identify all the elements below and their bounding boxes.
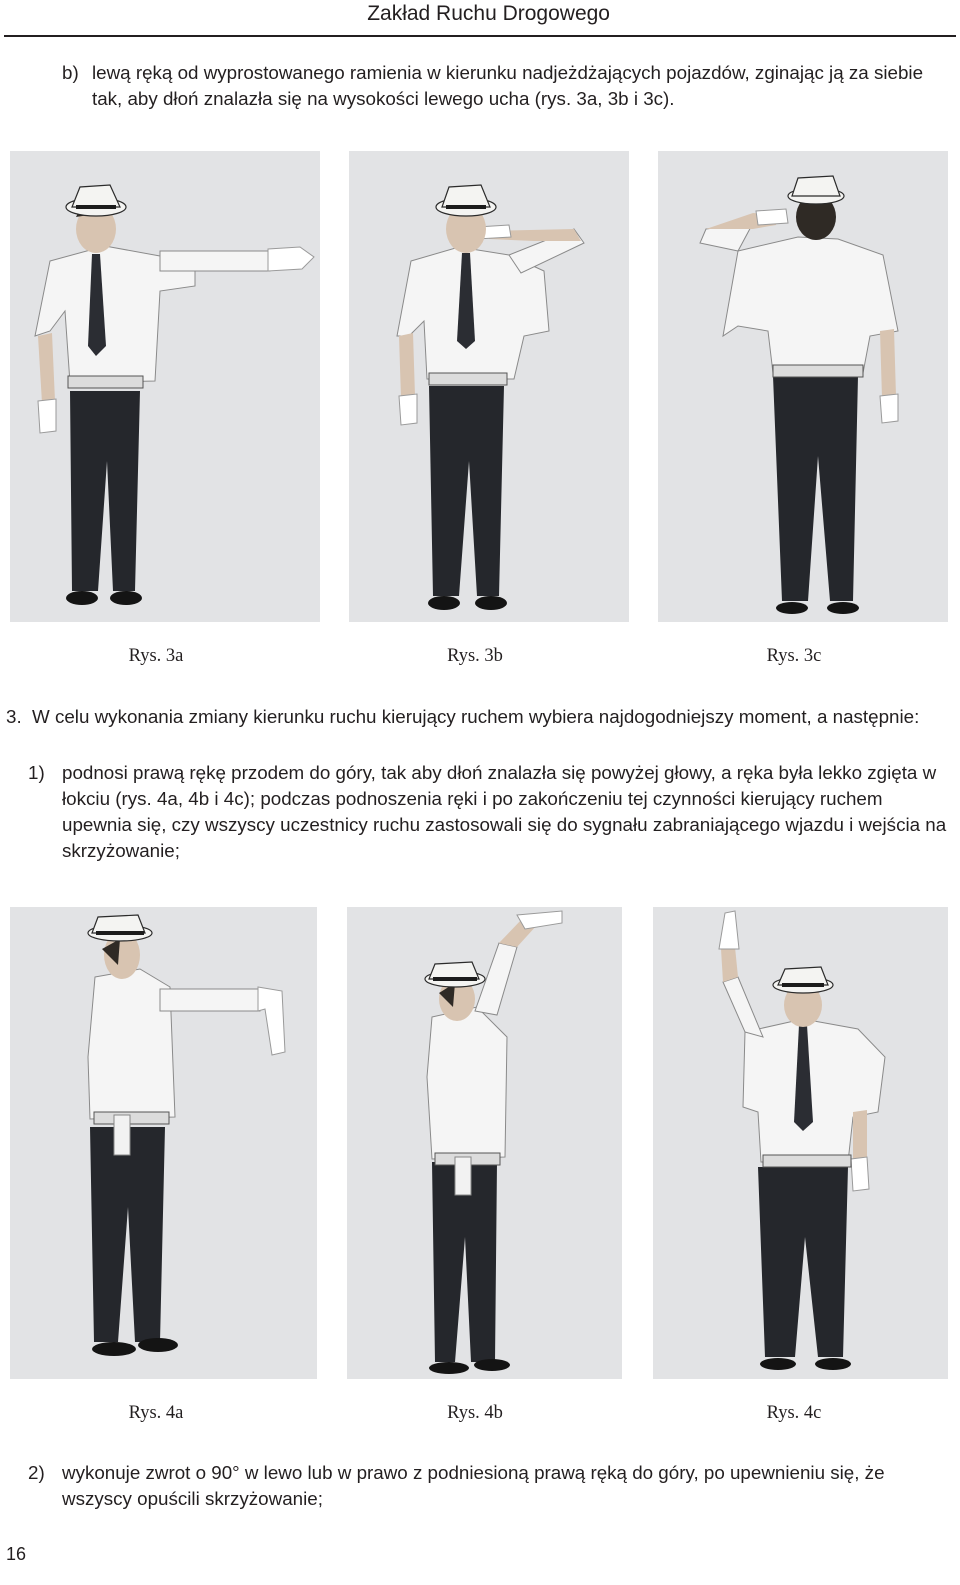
officer-hand-at-ear-illustration bbox=[349, 151, 629, 622]
item-1-text: podnosi prawą rękę przodem do góry, tak aby dłoń znalazła się powyżej głowy, a ręka była lekko zgięta w łokciu (rys. 4a, 4b i 4c); podczas podnoszenia ręki i po zakończeniu tej czynności kierujący ruchem upewnia się, czy wszyscy uczestnicy ruchu zastosowali się do sygnału zabraniającego wjazdu i wejścia na skrzyżowanie; bbox=[62, 762, 947, 861]
running-header: Zakład Ruchu Drogowego bbox=[367, 2, 610, 25]
paragraph-b bbox=[62, 60, 952, 112]
page-number: 16 bbox=[6, 1544, 27, 1564]
figure-4b bbox=[347, 907, 622, 1379]
officer-arm-extended-illustration bbox=[10, 151, 320, 622]
item-2-text: wykonuje zwrot o 90° w lewo lub w prawo z podniesioną prawą ręką do góry, po upewnieniu się, że wszyscy opuścili skrzyżowanie; bbox=[62, 1462, 885, 1509]
item-1 bbox=[28, 760, 950, 864]
caption-3b: Rys. 3b bbox=[447, 646, 503, 666]
officer-side-arm-forward-illustration bbox=[10, 907, 317, 1379]
item-2-marker: 2) bbox=[28, 1462, 45, 1483]
caption-4b: Rys. 4b bbox=[447, 1403, 503, 1423]
section-3 bbox=[6, 704, 950, 730]
figure-4c bbox=[653, 907, 948, 1379]
caption-4c: Rys. 4c bbox=[766, 1403, 822, 1423]
item-1-marker: 1) bbox=[28, 762, 45, 783]
caption-4a: Rys. 4a bbox=[128, 1403, 184, 1423]
figure-3b bbox=[349, 151, 629, 622]
item-2 bbox=[28, 1460, 950, 1512]
figure-4a bbox=[10, 907, 317, 1379]
figure-3c bbox=[658, 151, 948, 622]
paragraph-b-text: lewą ręką od wyprostowanego ramienia w kierunku nadjeżdżających pojazdów, zginając ją za siebie tak, aby dłoń znalazła się na wysokości lewego ucha (rys. 3a, 3b i 3c). bbox=[92, 62, 924, 109]
figure-3a bbox=[10, 151, 320, 622]
officer-back-view-illustration bbox=[658, 151, 948, 622]
header-rule bbox=[4, 35, 956, 37]
section-3-text: W celu wykonania zmiany kierunku ruchu kierujący ruchem wybiera najdogodniejszy moment, a następnie: bbox=[32, 706, 920, 727]
paragraph-b-marker: b) bbox=[62, 62, 79, 83]
section-3-marker: 3. bbox=[6, 706, 22, 727]
caption-3c: Rys. 3c bbox=[766, 646, 822, 666]
officer-front-arm-raised-illustration bbox=[653, 907, 948, 1379]
officer-side-arm-raised-illustration bbox=[347, 907, 622, 1379]
caption-3a: Rys. 3a bbox=[128, 646, 184, 666]
